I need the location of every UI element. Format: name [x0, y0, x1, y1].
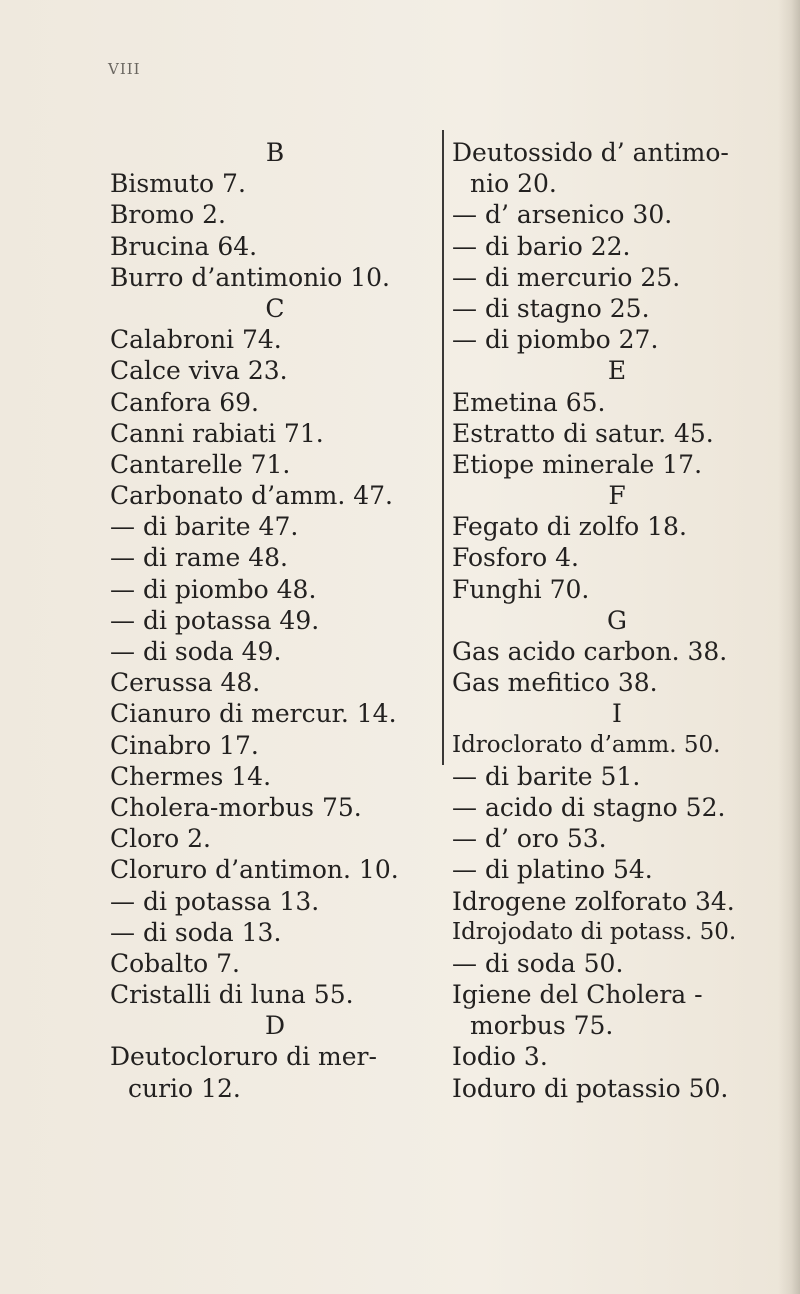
- index-entry: curio 12.: [128, 1073, 241, 1103]
- index-entry: Carbonato d’amm. 47.: [110, 481, 394, 511]
- index-entry: Canni rabiati 71.: [110, 418, 324, 448]
- index-entry: Deutossido d’ antimo-: [452, 138, 729, 167]
- index-entry: Bromo 2.: [110, 200, 226, 230]
- index-entry: — di barite 47.: [110, 512, 299, 542]
- index-entry: Cianuro di mercur. 14.: [110, 699, 397, 729]
- index-entry: Igiene del Cholera -: [452, 980, 703, 1010]
- page-folio: VIII: [108, 60, 141, 78]
- index-entry: Cerussa 48.: [110, 668, 261, 698]
- index-letter-heading: I: [612, 699, 622, 729]
- index-entry: Estratto di satur. 45.: [452, 418, 714, 448]
- index-entry: Cantarelle 71.: [110, 449, 291, 479]
- index-letter-heading: D: [264, 1011, 286, 1041]
- index-entry: Brucina 64.: [110, 231, 258, 261]
- index-entry: — di barite 51.: [452, 761, 641, 791]
- index-entry: — di bario 22.: [452, 231, 631, 261]
- index-entry: Burro d’antimonio 10.: [110, 262, 390, 292]
- index-entry: Idroclorato d’amm. 50.: [452, 731, 721, 758]
- index-entry: — di piombo 27.: [452, 325, 659, 355]
- index-entry: — di platino 54.: [452, 855, 653, 885]
- index-entry: Gas acido carbon. 38.: [452, 637, 728, 666]
- index-letter-heading: G: [607, 605, 627, 635]
- index-letter-heading: C: [265, 293, 285, 323]
- index-entry: morbus 75.: [470, 1011, 614, 1041]
- index-entry: Deutocloruro di mer-: [110, 1042, 377, 1072]
- index-entry: — di potassa 49.: [110, 605, 320, 635]
- index-entry: Cinabro 17.: [110, 730, 259, 760]
- index-entry: — di soda 50.: [452, 948, 624, 978]
- index-entry: Canfora 69.: [110, 387, 259, 417]
- index-entry: Fegato di zolfo 18.: [452, 512, 687, 542]
- index-entry: Chermes 14.: [110, 761, 272, 791]
- index-letter-heading: B: [265, 138, 285, 167]
- index-entry: — di soda 13.: [110, 917, 282, 947]
- index-entry: — di piombo 48.: [110, 574, 317, 604]
- index-letter-heading: F: [608, 481, 626, 511]
- index-entry: — acido di stagno 52.: [452, 792, 726, 822]
- index-entry: Cristalli di luna 55.: [110, 980, 354, 1010]
- index-letter-heading: E: [607, 356, 627, 386]
- index-entry: Idrogene zolforato 34.: [452, 886, 735, 916]
- index-entry: Calce viva 23.: [110, 356, 288, 386]
- index-entry: — di mercurio 25.: [452, 262, 681, 292]
- index-column-right: [452, 137, 782, 1104]
- index-entry: Cholera-morbus 75.: [110, 792, 362, 822]
- index-entry: Etiope minerale 17.: [452, 449, 703, 479]
- index-entry: Calabroni 74.: [110, 325, 282, 355]
- index-entry: Cloruro d’antimon. 10.: [110, 855, 399, 885]
- index-entry: — di stagno 25.: [452, 293, 650, 323]
- index-entry: Gas mefitico 38.: [452, 668, 658, 698]
- index-entry: Idrojodato di potass. 50.: [452, 918, 737, 945]
- index-column-left: [110, 137, 440, 1104]
- index-entry: Cobalto 7.: [110, 948, 240, 978]
- index-entry: Emetina 65.: [452, 387, 606, 417]
- index-entry: Funghi 70.: [452, 574, 590, 604]
- index-entry: Cloro 2.: [110, 824, 211, 854]
- column-divider: [442, 130, 444, 765]
- index-entry: Iodio 3.: [452, 1042, 548, 1072]
- index-entry: Bismuto 7.: [110, 169, 246, 199]
- index-entry: — di potassa 13.: [110, 886, 320, 916]
- index-entry: — di rame 48.: [110, 543, 288, 573]
- index-entry: nio 20.: [470, 169, 557, 199]
- index-entry: Fosforo 4.: [452, 543, 579, 573]
- index-entry: Ioduro di potassio 50.: [452, 1073, 729, 1103]
- index-entry: — d’ arsenico 30.: [452, 200, 673, 230]
- index-entry: — d’ oro 53.: [452, 824, 607, 854]
- index-entry: — di soda 49.: [110, 637, 282, 666]
